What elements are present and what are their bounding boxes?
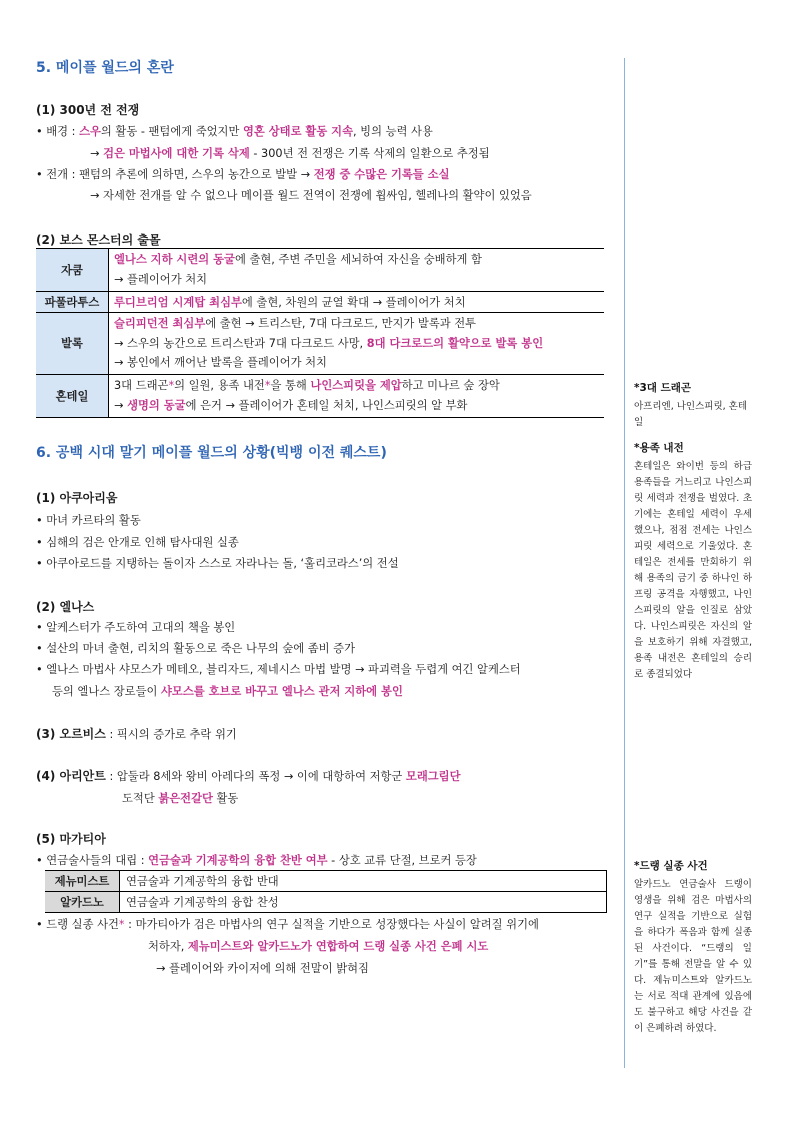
t: 의 일원, 용족 내전 xyxy=(174,378,265,392)
sidenote-body: 아프리엔, 나인스피릿, 혼테일 xyxy=(634,401,748,428)
boss-name: 파풀라투스 xyxy=(36,292,109,313)
boss-desc xyxy=(109,313,605,375)
boss-name: 혼테일 xyxy=(36,374,109,417)
t: 에 출현, 차원의 균열 확대 → 플레이어가 처치 xyxy=(241,296,466,309)
t: 루디브리엄 시계탑 최심부 xyxy=(114,296,242,309)
s5-sub2: (2) 보스 몬스터의 출몰 xyxy=(36,233,161,247)
t: 붉은전갈단 xyxy=(158,792,213,805)
faction-desc: 연금술과 기계공학의 융합 반대 xyxy=(120,871,607,892)
sidenote-dragon-civil-war xyxy=(634,440,752,683)
t: - 300년 전 전쟁은 기록 삭제의 일환으로 추정됨 xyxy=(249,147,490,160)
t: - 상호 교류 단절, 브로커 등장 xyxy=(327,854,477,867)
t: 처하자, xyxy=(148,940,188,953)
table-row xyxy=(36,292,604,313)
boss-name: 자쿰 xyxy=(36,249,109,292)
t: • 전개 : 팬텀의 추론에 의하면, 스우의 농간으로 발발 → xyxy=(36,168,314,181)
list-item-cont xyxy=(36,938,488,954)
sidenote-title: *3대 드래곤 xyxy=(634,382,692,394)
list-item: • 아쿠아로드를 지탱하는 돌이자 스스로 자라나는 돌, ‘훌리코라스’의 전설 xyxy=(36,557,399,570)
boss-table xyxy=(36,248,604,418)
t: (4) 아리안트 xyxy=(36,769,106,783)
t: • 배경 : xyxy=(36,125,80,138)
t: * xyxy=(118,918,125,931)
t: 스우 xyxy=(79,125,101,138)
list-item: • 설산의 마녀 출현, 리치의 활동으로 죽은 나무의 숲에 좀비 증가 xyxy=(36,642,355,655)
s5-line4: → 자세한 전개를 알 수 없으나 메이플 월드 전역이 전쟁에 휩싸임, 헬레나의 활약이 있었음 xyxy=(90,189,532,202)
magatia-table xyxy=(45,870,607,913)
boss-name: 발록 xyxy=(36,313,109,375)
t: 하고 미나르 숲 장악 xyxy=(401,378,500,392)
t: • 연금술사들의 대립 : xyxy=(36,854,149,867)
t: • 드랭 실종 사건 xyxy=(36,918,119,931)
s5-line2 xyxy=(36,145,490,161)
t: 에 출현 → 트리스탄, 7대 다크로드, 만지가 발록과 전투 xyxy=(205,317,477,330)
t: : 마가티아가 검은 마법사의 연구 실적을 기반으로 성장했다는 사실이 알려질 위기에 xyxy=(124,918,539,931)
table-row xyxy=(45,871,607,892)
t: → 봉인에서 깨어난 발록을 플레이어가 처치 xyxy=(114,356,327,369)
s6-orbis xyxy=(36,725,237,742)
boss-desc xyxy=(109,374,605,417)
table-row xyxy=(36,374,604,417)
t: : 픽시의 증가로 추락 위기 xyxy=(105,728,237,741)
t: 의 활동 - 팬텀에게 죽었지만 xyxy=(100,125,243,138)
t: 모래그림단 xyxy=(405,770,461,783)
sidenote-title: *드랭 실종 사건 xyxy=(634,860,708,872)
s6-elnath-sub: (2) 엘나스 xyxy=(36,600,95,614)
t: , 빙의 능력 사용 xyxy=(353,125,433,138)
s5-sub1: (1) 300년 전 전쟁 xyxy=(36,103,140,117)
t: → xyxy=(90,147,104,160)
s6-ariant-2 xyxy=(36,790,238,806)
s5-line3 xyxy=(36,166,449,182)
t: 연금술과 기계공학의 융합 찬반 여부 xyxy=(148,854,328,867)
t: → 스우의 농간으로 트리스탄과 7대 다크로드 사망, xyxy=(114,336,367,350)
s6-ariant xyxy=(36,767,461,784)
t: 검은 마법사에 대한 기록 삭제 xyxy=(103,147,250,160)
sidenote-body: 알카드노 연금술사 드랭이 영생을 위해 검은 마법사의 연구 실적을 기반으로 실험을 하다가 폭음과 함께 실종된 사건이다. “드랭의 일기”를 통해 전말을 알 수 있다. 제뉴미스트와 알카드노는 서로 적대 관계에 있음에도 불구하고 해당 사건을 같이 은폐하려 하였다. xyxy=(634,879,752,1034)
faction-name: 알카드노 xyxy=(45,892,120,913)
table-row xyxy=(45,892,607,913)
t: 등의 엘나스 장로들이 xyxy=(52,685,161,698)
t: 엘나스 지하 시련의 동굴 xyxy=(114,253,235,266)
list-item xyxy=(36,916,539,932)
boss-desc xyxy=(109,249,605,292)
t: 8대 다크로드의 활약으로 발록 봉인 xyxy=(366,336,544,350)
s6-magatia-sub: (5) 마가티아 xyxy=(36,832,106,846)
list-item: • 알케스터가 주도하여 고대의 책을 봉인 xyxy=(36,621,236,634)
t: 을 통해 xyxy=(270,378,311,392)
t: 나인스피릿을 제압 xyxy=(310,378,402,392)
t: 도적단 xyxy=(122,792,159,805)
t: 생명의 동굴 xyxy=(127,398,186,412)
t: * xyxy=(264,378,271,392)
table-row xyxy=(36,313,604,375)
t: * xyxy=(168,378,175,392)
faction-name: 제뉴미스트 xyxy=(45,871,120,892)
t: (3) 오르비스 xyxy=(36,727,106,741)
list-item: • 심해의 검은 안개로 인해 탐사대원 실종 xyxy=(36,536,239,549)
sidenote-body: 혼테일은 와이번 등의 하급 용족들을 거느리고 나인스피릿 세력과 전쟁을 벌였다. 초기에는 혼테일 세력이 우세했으나, 점점 전세는 나인스피릿 세력으로 기울었다. 혼테일은 전세를 만회하기 위해 용족의 금기 중 하나인 하프링 공격을 자행했고, 나인스피릿의 알을 인질로 삼았다. 나인스피릿은 자신의 알을 보호하기 위해 자결했고, 용족 내전은 혼테일의 승리로 종결되었다 xyxy=(634,461,752,680)
sidenote-drang xyxy=(634,858,752,1037)
t: → xyxy=(114,398,128,412)
t: → 플레이어가 처치 xyxy=(114,273,208,286)
faction-desc: 연금술과 기계공학의 융합 찬성 xyxy=(120,892,607,913)
section5-title: 5. 메이플 월드의 혼란 xyxy=(36,60,174,76)
list-item: • 마녀 카르타의 활동 xyxy=(36,514,141,527)
s6-aqua-sub: (1) 아쿠아리움 xyxy=(36,491,118,505)
list-item: • 엘나스 마법사 샤모스가 메테오, 블리자드, 제네시스 마법 발명 → 파괴력을 두렵게 여긴 알케스터 xyxy=(36,663,521,676)
t: 전쟁 중 수많은 기록들 소실 xyxy=(313,168,450,181)
sidenote-title: *용족 내전 xyxy=(634,442,684,454)
t: 샤모스를 호브로 바꾸고 엘나스 관저 지하에 봉인 xyxy=(161,685,403,698)
t: : 압둘라 8세와 왕비 아레다의 폭정 → 이에 대항하여 저항군 xyxy=(105,770,406,783)
t: 에 출현, 주변 주민을 세뇌하여 자신을 숭배하게 함 xyxy=(234,253,482,266)
s5-line1 xyxy=(36,123,433,139)
t: 제뉴미스트와 알카드노가 연합하여 드랭 실종 사건 은폐 시도 xyxy=(187,940,489,953)
sidenote-3-dragons xyxy=(634,380,752,431)
t: 슬리피던전 최심부 xyxy=(114,317,206,330)
t: 영혼 상태로 활동 지속 xyxy=(242,125,353,138)
t: 에 은거 → 플레이어가 혼테일 처치, 나인스피릿의 알 부화 xyxy=(185,398,468,412)
t: 3대 드래곤 xyxy=(114,378,169,392)
list-item-cont: → 플레이어와 카이저에 의해 전말이 밝혀짐 xyxy=(156,962,369,975)
t: 활동 xyxy=(212,792,239,805)
section6-title: 6. 공백 시대 말기 메이플 월드의 상황(빅뱅 이전 퀘스트) xyxy=(36,445,387,461)
side-divider xyxy=(624,58,625,1068)
boss-desc xyxy=(109,292,605,313)
list-item xyxy=(36,683,403,699)
table-row xyxy=(36,249,604,292)
list-item xyxy=(36,852,477,868)
